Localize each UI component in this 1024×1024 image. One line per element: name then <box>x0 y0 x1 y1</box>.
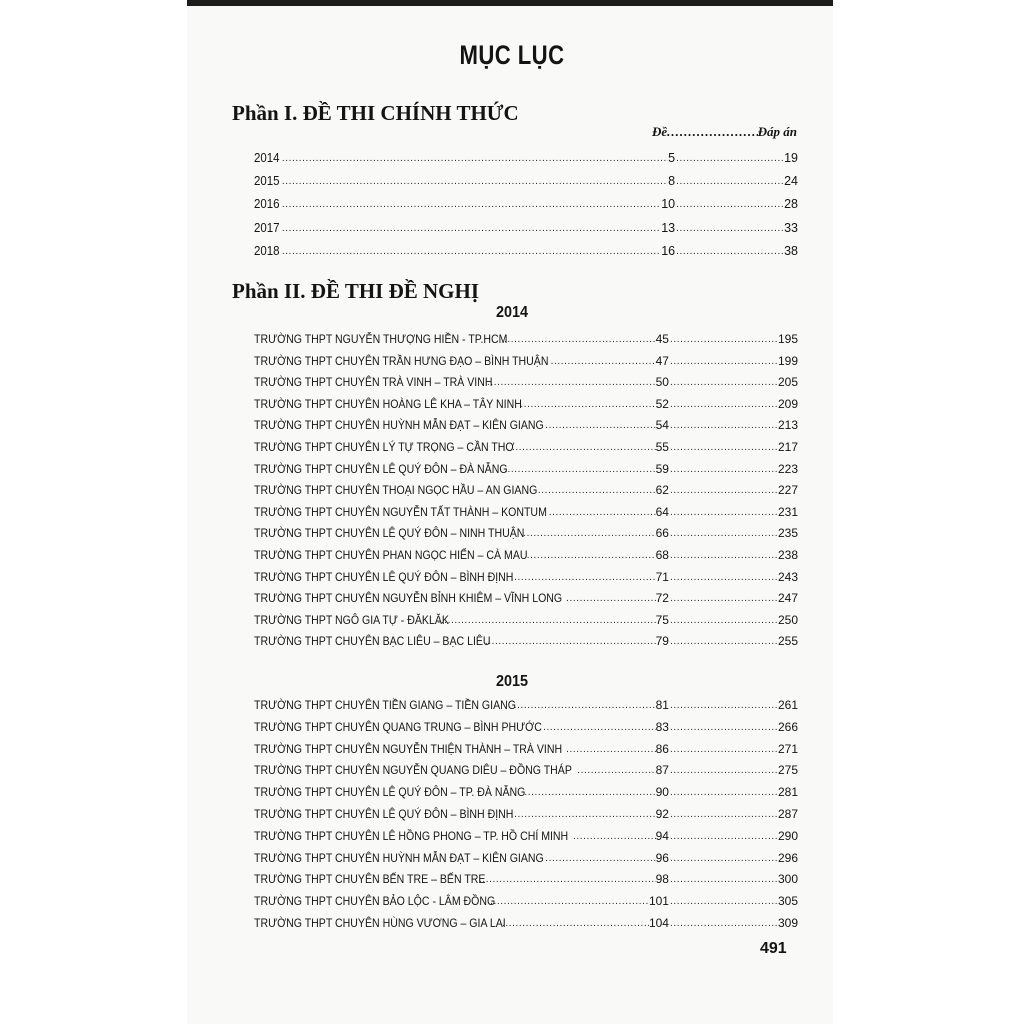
toc-entry-name: 2016 <box>254 197 280 212</box>
leader-dots <box>511 572 656 584</box>
leader-dots <box>670 550 778 562</box>
dapan-page-number: 261 <box>777 698 798 712</box>
toc-row <box>254 238 798 258</box>
dapan-page-number: 305 <box>777 894 798 909</box>
toc-entry-name: TRƯỜNG THPT CHUYÊN NGUYỄN THIỆN THÀNH – TRÀ VINH <box>254 741 563 756</box>
leader-dots <box>676 246 784 258</box>
toc-entry-name: TRƯỜNG THPT CHUYÊN HOÀNG LÊ KHA – TÂY NINH <box>254 396 522 411</box>
leader-dots <box>543 722 656 734</box>
toc-row <box>254 145 798 165</box>
dapan-page-number: 235 <box>777 526 798 541</box>
de-page-number: 55 <box>655 440 669 454</box>
leader-dots <box>502 918 649 930</box>
leader-dots <box>487 377 656 389</box>
dapan-page-number: 287 <box>777 807 798 821</box>
leader-dots <box>282 223 661 235</box>
leader-dots <box>670 874 778 886</box>
col-de-label: Đề <box>652 124 668 139</box>
dapan-page-number: 290 <box>777 828 798 843</box>
toc-entry-name: TRƯỜNG THPT CHUYÊN LÊ QUÝ ĐÔN – TP. ĐÀ NẴNG <box>254 785 526 800</box>
toc-entry-name: TRƯỜNG THPT CHUYÊN HUỲNH MẪN ĐẠT – KIÊN GIANG <box>254 850 544 865</box>
de-page-number: 68 <box>655 548 669 562</box>
de-page-number: 104 <box>648 916 669 930</box>
toc-row <box>254 369 798 389</box>
leader-dots <box>676 223 784 235</box>
toc-entry-name: TRƯỜNG THPT CHUYÊN TRẦN HƯNG ĐẠO – BÌNH THUẬN <box>254 353 549 368</box>
leader-dots <box>490 896 649 908</box>
toc-entry-name: TRƯỜNG THPT CHUYÊN NGUYỄN BỈNH KHIÊM – VĨNH LONG <box>254 591 563 606</box>
de-page-number: 16 <box>661 243 676 258</box>
leader-dots <box>524 787 655 799</box>
leader-dots <box>670 528 778 540</box>
toc-row <box>254 412 798 432</box>
leader-dots <box>670 744 778 756</box>
dapan-page-number: 250 <box>777 612 798 627</box>
leader-dots <box>670 356 778 368</box>
leader-dots <box>504 464 655 476</box>
de-page-number: 87 <box>655 763 669 778</box>
year-heading-2014: 2014 <box>495 304 529 321</box>
de-page-number: 90 <box>655 785 669 800</box>
toc-entry-name: 2015 <box>254 174 280 189</box>
toc-row <box>254 607 798 627</box>
leader-dots <box>670 700 778 712</box>
toc-entry-name: TRƯỜNG THPT CHUYÊN BẠC LIÊU – BẠC LIÊU <box>254 634 491 649</box>
leader-dots <box>566 744 655 756</box>
toc-entry-name: TRƯỜNG THPT CHUYÊN LÊ HỒNG PHONG – TP. HỒ CHÍ MINH <box>254 828 569 843</box>
leader-dots <box>670 420 778 432</box>
leader-dots <box>670 765 778 777</box>
de-page-number: 94 <box>655 828 669 843</box>
toc-entry-name: TRƯỜNG THPT NGUYỄN THƯỢNG HIỀN - TP.HCM <box>254 332 508 346</box>
leader-dots <box>670 831 778 843</box>
leader-dots <box>282 153 668 165</box>
toc-row <box>254 499 798 519</box>
leader-dots <box>670 442 778 454</box>
toc-entry-name: 2018 <box>254 243 280 258</box>
leader-dots <box>670 593 778 605</box>
leader-dots <box>670 809 778 821</box>
dapan-page-number: 231 <box>777 504 798 519</box>
toc-entry-name: TRƯỜNG THPT CHUYÊN BẾN TRE – BẾN TRE <box>254 872 486 887</box>
toc-row <box>254 564 798 584</box>
leader-dots <box>551 356 656 368</box>
dapan-page-number: 247 <box>777 591 798 606</box>
de-page-number: 86 <box>655 741 669 756</box>
leader-dots <box>670 853 778 865</box>
leader-dots <box>670 572 778 584</box>
de-page-number: 71 <box>655 569 669 584</box>
toc-entry-name: TRƯỜNG THPT CHUYÊN HUỲNH MẪN ĐẠT – KIÊN GIANG <box>254 418 544 433</box>
dapan-page-number: 271 <box>777 741 798 756</box>
de-page-number: 5 <box>668 151 676 165</box>
leader-dots <box>485 636 656 648</box>
leader-dots <box>282 176 668 188</box>
dapan-page-number: 227 <box>777 483 798 498</box>
part2-heading: Phần II. ĐỀ THI ĐỀ NGHỊ <box>232 279 480 303</box>
toc-row <box>254 585 798 605</box>
dapan-page-number: 199 <box>777 353 798 368</box>
de-page-number: 101 <box>648 894 669 909</box>
leader-dots <box>523 528 655 540</box>
dapan-page-number: 309 <box>777 916 798 930</box>
toc-entry-name: TRƯỜNG THPT CHUYÊN BẢO LỘC - LÂM ĐỒNG <box>254 894 496 909</box>
dapan-page-number: 243 <box>777 569 798 584</box>
leader-dots <box>577 765 655 777</box>
leader-dots <box>670 896 778 908</box>
page-number: 491 <box>760 940 787 957</box>
de-page-number: 83 <box>655 719 669 734</box>
leader-dots <box>670 377 778 389</box>
toc-row <box>254 866 798 886</box>
toc-row <box>254 910 798 930</box>
leader-dots <box>511 809 656 821</box>
toc-row <box>254 714 798 734</box>
toc-entry-name: 2014 <box>254 151 280 165</box>
toc-row <box>254 779 798 799</box>
toc-entry-name: TRƯỜNG THPT CHUYÊN LÊ QUÝ ĐÔN – BÌNH ĐỊNH <box>254 569 514 584</box>
toc-entry-name: TRƯỜNG THPT CHUYÊN NGUYỄN TẤT THÀNH – KONTUM <box>254 504 547 519</box>
dapan-page-number: 213 <box>777 418 798 433</box>
leader-dots <box>538 485 656 497</box>
de-page-number: 45 <box>655 332 669 346</box>
de-page-number: 59 <box>655 461 669 476</box>
de-page-number: 96 <box>655 850 669 865</box>
toc-row <box>254 845 798 865</box>
dapan-page-number: 24 <box>784 174 798 189</box>
col-header-leader <box>667 124 757 140</box>
dapan-page-number: 38 <box>784 243 798 258</box>
toc-row <box>254 215 798 235</box>
toc-entry-name: TRƯỜNG THPT CHUYÊN NGUYỄN QUANG DIÊU – ĐỒNG THÁP <box>254 763 572 778</box>
dapan-page-number: 281 <box>777 785 798 800</box>
toc-row <box>254 456 798 476</box>
toc-row <box>254 801 798 821</box>
page-title: MỤC LỤC <box>459 40 565 70</box>
toc-entry-name: TRƯỜNG THPT CHUYÊN TRÀ VINH – TRÀ VINH <box>254 375 493 390</box>
toc-row <box>254 168 798 188</box>
dapan-page-number: 28 <box>784 197 798 212</box>
leader-dots <box>670 464 778 476</box>
dapan-page-number: 300 <box>777 872 798 887</box>
de-page-number: 98 <box>655 872 669 887</box>
toc-entry-name: TRƯỜNG THPT NGÔ GIA TỰ - ĐĂKLĂK <box>254 612 449 627</box>
toc-entry-name: TRƯỜNG THPT CHUYÊN LÊ QUÝ ĐÔN – NINH THUẬN <box>254 526 525 541</box>
leader-dots <box>676 176 784 188</box>
dapan-page-number: 209 <box>777 396 798 411</box>
de-page-number: 92 <box>655 807 669 821</box>
leader-dots <box>676 199 784 211</box>
leader-dots <box>670 918 778 930</box>
leader-dots <box>573 831 656 843</box>
de-page-number: 75 <box>655 612 669 627</box>
leader-dots <box>670 399 778 411</box>
toc-row <box>254 348 798 368</box>
toc-row <box>254 477 798 497</box>
toc-row <box>254 823 798 843</box>
dapan-page-number: 223 <box>777 461 798 476</box>
dapan-page-number: 19 <box>784 151 798 165</box>
leader-dots <box>670 636 778 648</box>
toc-entry-name: TRƯỜNG THPT CHUYÊN PHAN NGỌC HIỂN – CÀ MAU <box>254 548 528 562</box>
leader-dots <box>670 615 778 627</box>
de-page-number: 79 <box>655 634 669 649</box>
toc-entry-name: TRƯỜNG THPT CHUYÊN LÝ TỰ TRỌNG – CẦN THƠ <box>254 440 515 454</box>
toc-row <box>254 736 798 756</box>
leader-dots <box>566 593 655 605</box>
de-page-number: 72 <box>655 591 669 606</box>
de-page-number: 62 <box>655 483 669 498</box>
toc-row <box>254 434 798 454</box>
dapan-page-number: 217 <box>777 440 798 454</box>
toc-entry-name: 2017 <box>254 220 280 235</box>
col-dapan-label: Đáp án <box>757 124 797 139</box>
leader-dots <box>514 700 656 712</box>
toc-row <box>254 520 798 540</box>
de-page-number: 8 <box>668 174 676 189</box>
leader-dots <box>438 615 656 627</box>
toc-row <box>254 542 798 562</box>
toc-row <box>254 326 798 346</box>
de-page-number: 50 <box>655 375 669 390</box>
toc-row <box>254 628 798 648</box>
leader-dots <box>282 199 661 211</box>
leader-dots <box>545 853 655 865</box>
dapan-page-number: 296 <box>777 850 798 865</box>
leader-dots <box>670 787 778 799</box>
de-page-number: 64 <box>655 504 669 519</box>
leader-dots <box>520 399 655 411</box>
toc-row <box>254 757 798 777</box>
leader-dots <box>282 246 661 258</box>
dapan-page-number: 255 <box>777 634 798 649</box>
toc-entry-name: TRƯỜNG THPT CHUYÊN LÊ QUÝ ĐÔN – ĐÀ NẴNG <box>254 461 508 476</box>
dapan-page-number: 238 <box>777 548 798 562</box>
toc-entry-name: TRƯỜNG THPT CHUYÊN LÊ QUÝ ĐÔN – BÌNH ĐỊNH <box>254 807 514 821</box>
leader-dots <box>670 485 778 497</box>
de-page-number: 54 <box>655 418 669 433</box>
de-page-number: 47 <box>655 353 669 368</box>
toc-row <box>254 692 798 712</box>
leader-dots <box>504 334 656 346</box>
dapan-page-number: 33 <box>784 220 798 235</box>
leader-dots <box>670 722 778 734</box>
toc-row <box>254 191 798 211</box>
part1-heading: Phần I. ĐỀ THI CHÍNH THỨC <box>232 101 519 125</box>
dapan-page-number: 195 <box>777 332 798 346</box>
toc-entry-name: TRƯỜNG THPT CHUYÊN HÙNG VƯƠNG – GIA LAI <box>254 916 506 930</box>
dapan-page-number: 205 <box>777 375 798 390</box>
leader-dots <box>545 420 655 432</box>
de-page-number: 52 <box>655 396 669 411</box>
toc-row <box>254 888 798 908</box>
leader-dots <box>670 334 778 346</box>
toc-entry-name: TRƯỜNG THPT CHUYÊN THOẠI NGỌC HẦU – AN GIANG <box>254 483 538 498</box>
leader-dots <box>670 507 778 519</box>
toc-entry-name: TRƯỜNG THPT CHUYÊN QUANG TRUNG – BÌNH PHƯỚC <box>254 719 542 734</box>
year-heading-2015: 2015 <box>495 673 529 690</box>
toc-entry-name: TRƯỜNG THPT CHUYÊN TIỀN GIANG – TIỀN GIANG <box>254 698 516 712</box>
dapan-page-number: 266 <box>777 719 798 734</box>
toc-row <box>254 391 798 411</box>
dapan-page-number: 275 <box>777 763 798 778</box>
leader-dots <box>549 507 656 519</box>
de-page-number: 81 <box>655 698 669 712</box>
leader-dots <box>676 153 784 165</box>
de-page-number: 13 <box>661 220 676 235</box>
leader-dots <box>527 550 656 562</box>
de-page-number: 10 <box>661 197 676 212</box>
column-header <box>652 124 797 140</box>
leader-dots <box>512 442 656 454</box>
de-page-number: 66 <box>655 526 669 541</box>
leader-dots <box>479 874 656 886</box>
